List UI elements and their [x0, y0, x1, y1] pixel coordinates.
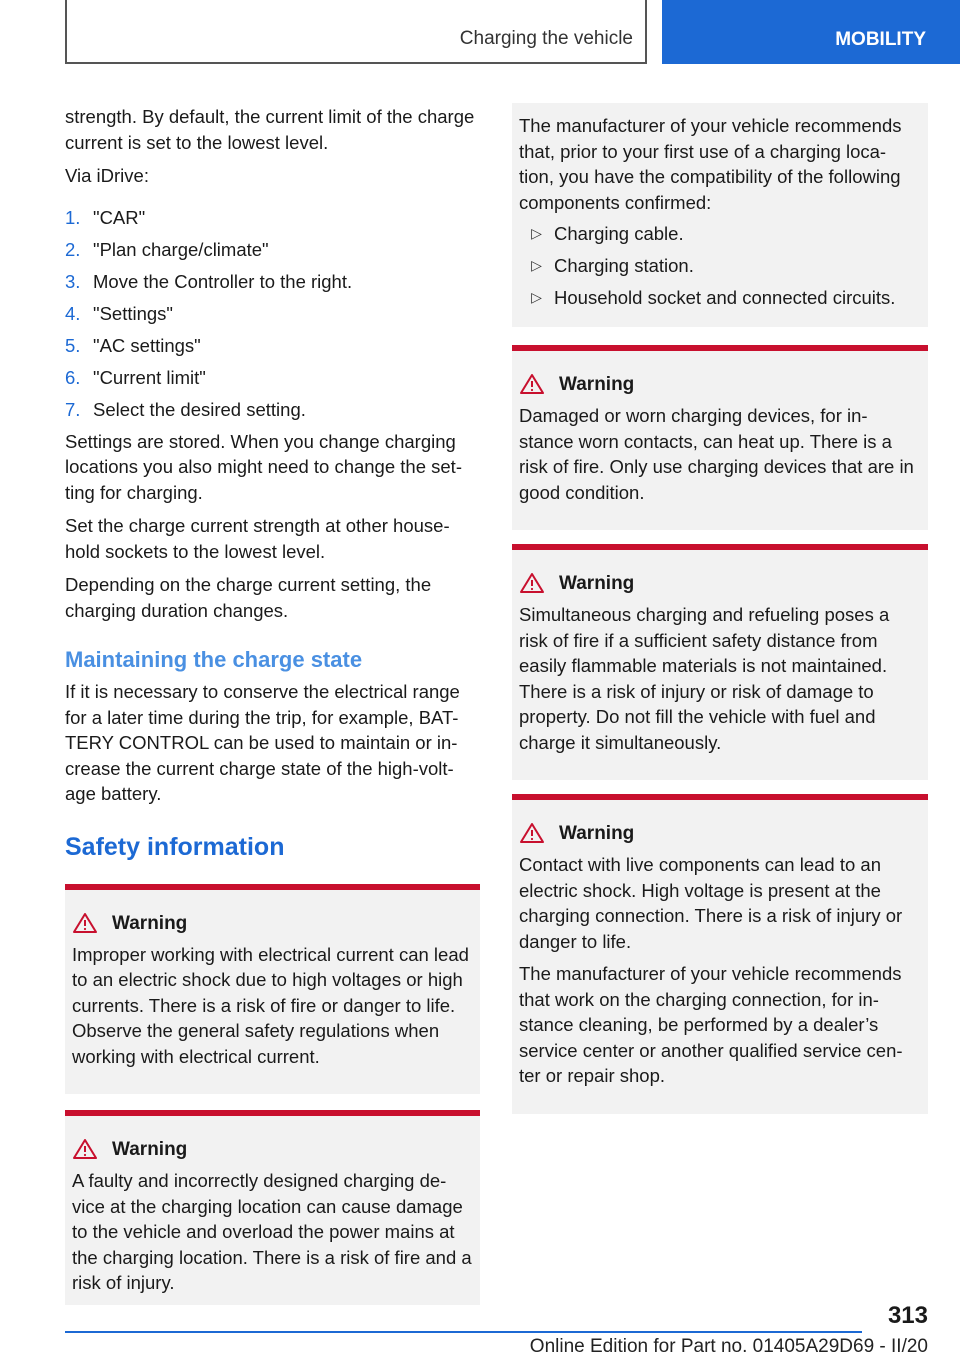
warning-triangle-icon: [519, 373, 559, 397]
household-paragraph: Set the charge current strength at other house-hold sockets to the lowest level.: [65, 515, 450, 562]
list-item: ▷ Charging cable.: [519, 221, 921, 247]
warning-text: A faulty and incorrectly designed charging de-vice at the charging location can cause damage to the vehicle and overload the power mains at the charging location. There is a risk of fire and a risk of injury.: [72, 1170, 472, 1293]
step-list: [65, 205, 480, 423]
chapter-tab[interactable]: MOBILITY: [662, 0, 960, 64]
right-column: [512, 103, 928, 1114]
duration-paragraph: Depending on the charge current setting, the charging duration changes.: [65, 574, 432, 621]
step-number: 7.: [65, 398, 81, 420]
warning-box: [512, 345, 928, 530]
step-number: 3.: [65, 270, 81, 292]
triangle-right-icon: ▷: [531, 257, 542, 273]
warning-title: Warning: [112, 1139, 188, 1160]
notice-text: The manufacturer of your vehicle recommends that, prior to your first use of a charging loca-tion, you have the compatibility of the following components confirmed:: [519, 115, 902, 213]
step-number: 4.: [65, 302, 81, 324]
step-item: [65, 365, 480, 391]
header-frame: [65, 0, 647, 64]
warning-box: [512, 544, 928, 780]
warning-triangle-icon: [72, 1138, 112, 1162]
step-item: [65, 301, 480, 327]
warning-text: Damaged or worn charging devices, for in-stance worn contacts, can heat up. There is a risk of fire. Only use charging devices that are in good condition.: [519, 405, 914, 503]
section-heading-safety: Safety information: [65, 832, 285, 861]
footer-edition: Online Edition for Part no. 01405A29D69 - II/20: [529, 1336, 928, 1357]
step-text: "CAR": [93, 206, 146, 228]
warning-text: The manufacturer of your vehicle recommends that work on the charging connection, for in-stance cleaning, be performed by a dealer’s service center or another qualified service cen-ter or repair shop.: [519, 963, 903, 1086]
step-item: [65, 237, 480, 263]
footer-divider: [65, 1331, 862, 1333]
warning-triangle-icon: [519, 822, 559, 846]
warning-text: Improper working with electrical current can lead to an electric shock due to high voltages or high currents. There is a risk of fire or danger to life. Observe the general safety regulations when working with electrical current.: [72, 943, 469, 1067]
step-text: Select the desired setting.: [93, 398, 306, 420]
list-item: ▷ Charging station.: [519, 253, 921, 279]
warning-title: Warning: [559, 374, 635, 395]
warning-box: [512, 794, 928, 1114]
page-number: 313: [887, 1302, 928, 1329]
step-number: 5.: [65, 334, 81, 356]
warning-title: Warning: [559, 823, 635, 844]
step-text: "AC settings": [93, 334, 201, 356]
triangle-right-icon: ▷: [531, 289, 542, 305]
step-text: "Settings": [93, 302, 173, 324]
charge-state-paragraph: If it is necessary to conserve the electrical range for a later time during the trip, for example, BAT-TERY CONTROL can be used to maintain or in-crease the current charge state of the high-volt-age battery.: [65, 681, 460, 804]
step-text: "Plan charge/climate": [93, 238, 269, 260]
step-item: [65, 269, 480, 295]
list-item: ▷ Household socket and connected circuits.: [519, 285, 921, 311]
warning-title: Warning: [559, 573, 635, 594]
warning-box: [65, 1110, 480, 1305]
triangle-right-icon: ▷: [531, 225, 542, 241]
via-idrive-label: Via iDrive:: [65, 165, 149, 186]
warning-title: Warning: [112, 912, 188, 934]
step-text: Move the Controller to the right.: [93, 270, 353, 292]
step-item: [65, 205, 480, 231]
warning-triangle-icon: [519, 572, 559, 596]
warning-text: Simultaneous charging and refueling poses a risk of fire if a sufficient safety distance from easily flammable materials is not maintained. There is a risk of injury or risk of damage to property. Do not fill the vehicle with fuel and charge it simultaneously.: [519, 604, 890, 753]
warning-box: [65, 884, 480, 1095]
step-number: 6.: [65, 366, 81, 388]
step-number: 2.: [65, 238, 81, 260]
step-text: "Current limit": [93, 366, 206, 388]
left-column: [65, 104, 480, 1305]
section-title: Charging the vehicle: [459, 28, 633, 49]
notice-box: [512, 103, 928, 327]
warning-triangle-icon: [72, 912, 112, 936]
step-number: 1.: [65, 206, 81, 228]
notice-list: [519, 221, 921, 311]
subheading-charge-state: Maintaining the charge state: [65, 647, 363, 672]
step-item: [65, 333, 480, 359]
intro-paragraph: strength. By default, the current limit of the charge current is set to the lowest level.: [65, 106, 475, 153]
warning-text: Contact with live components can lead to an electric shock. High voltage is present at the charging connection. There is a risk of injury or danger to life.: [519, 854, 903, 952]
step-item: [65, 397, 480, 423]
settings-paragraph: Settings are stored. When you change charging locations you also might need to change the set-ting for charging.: [65, 430, 462, 503]
